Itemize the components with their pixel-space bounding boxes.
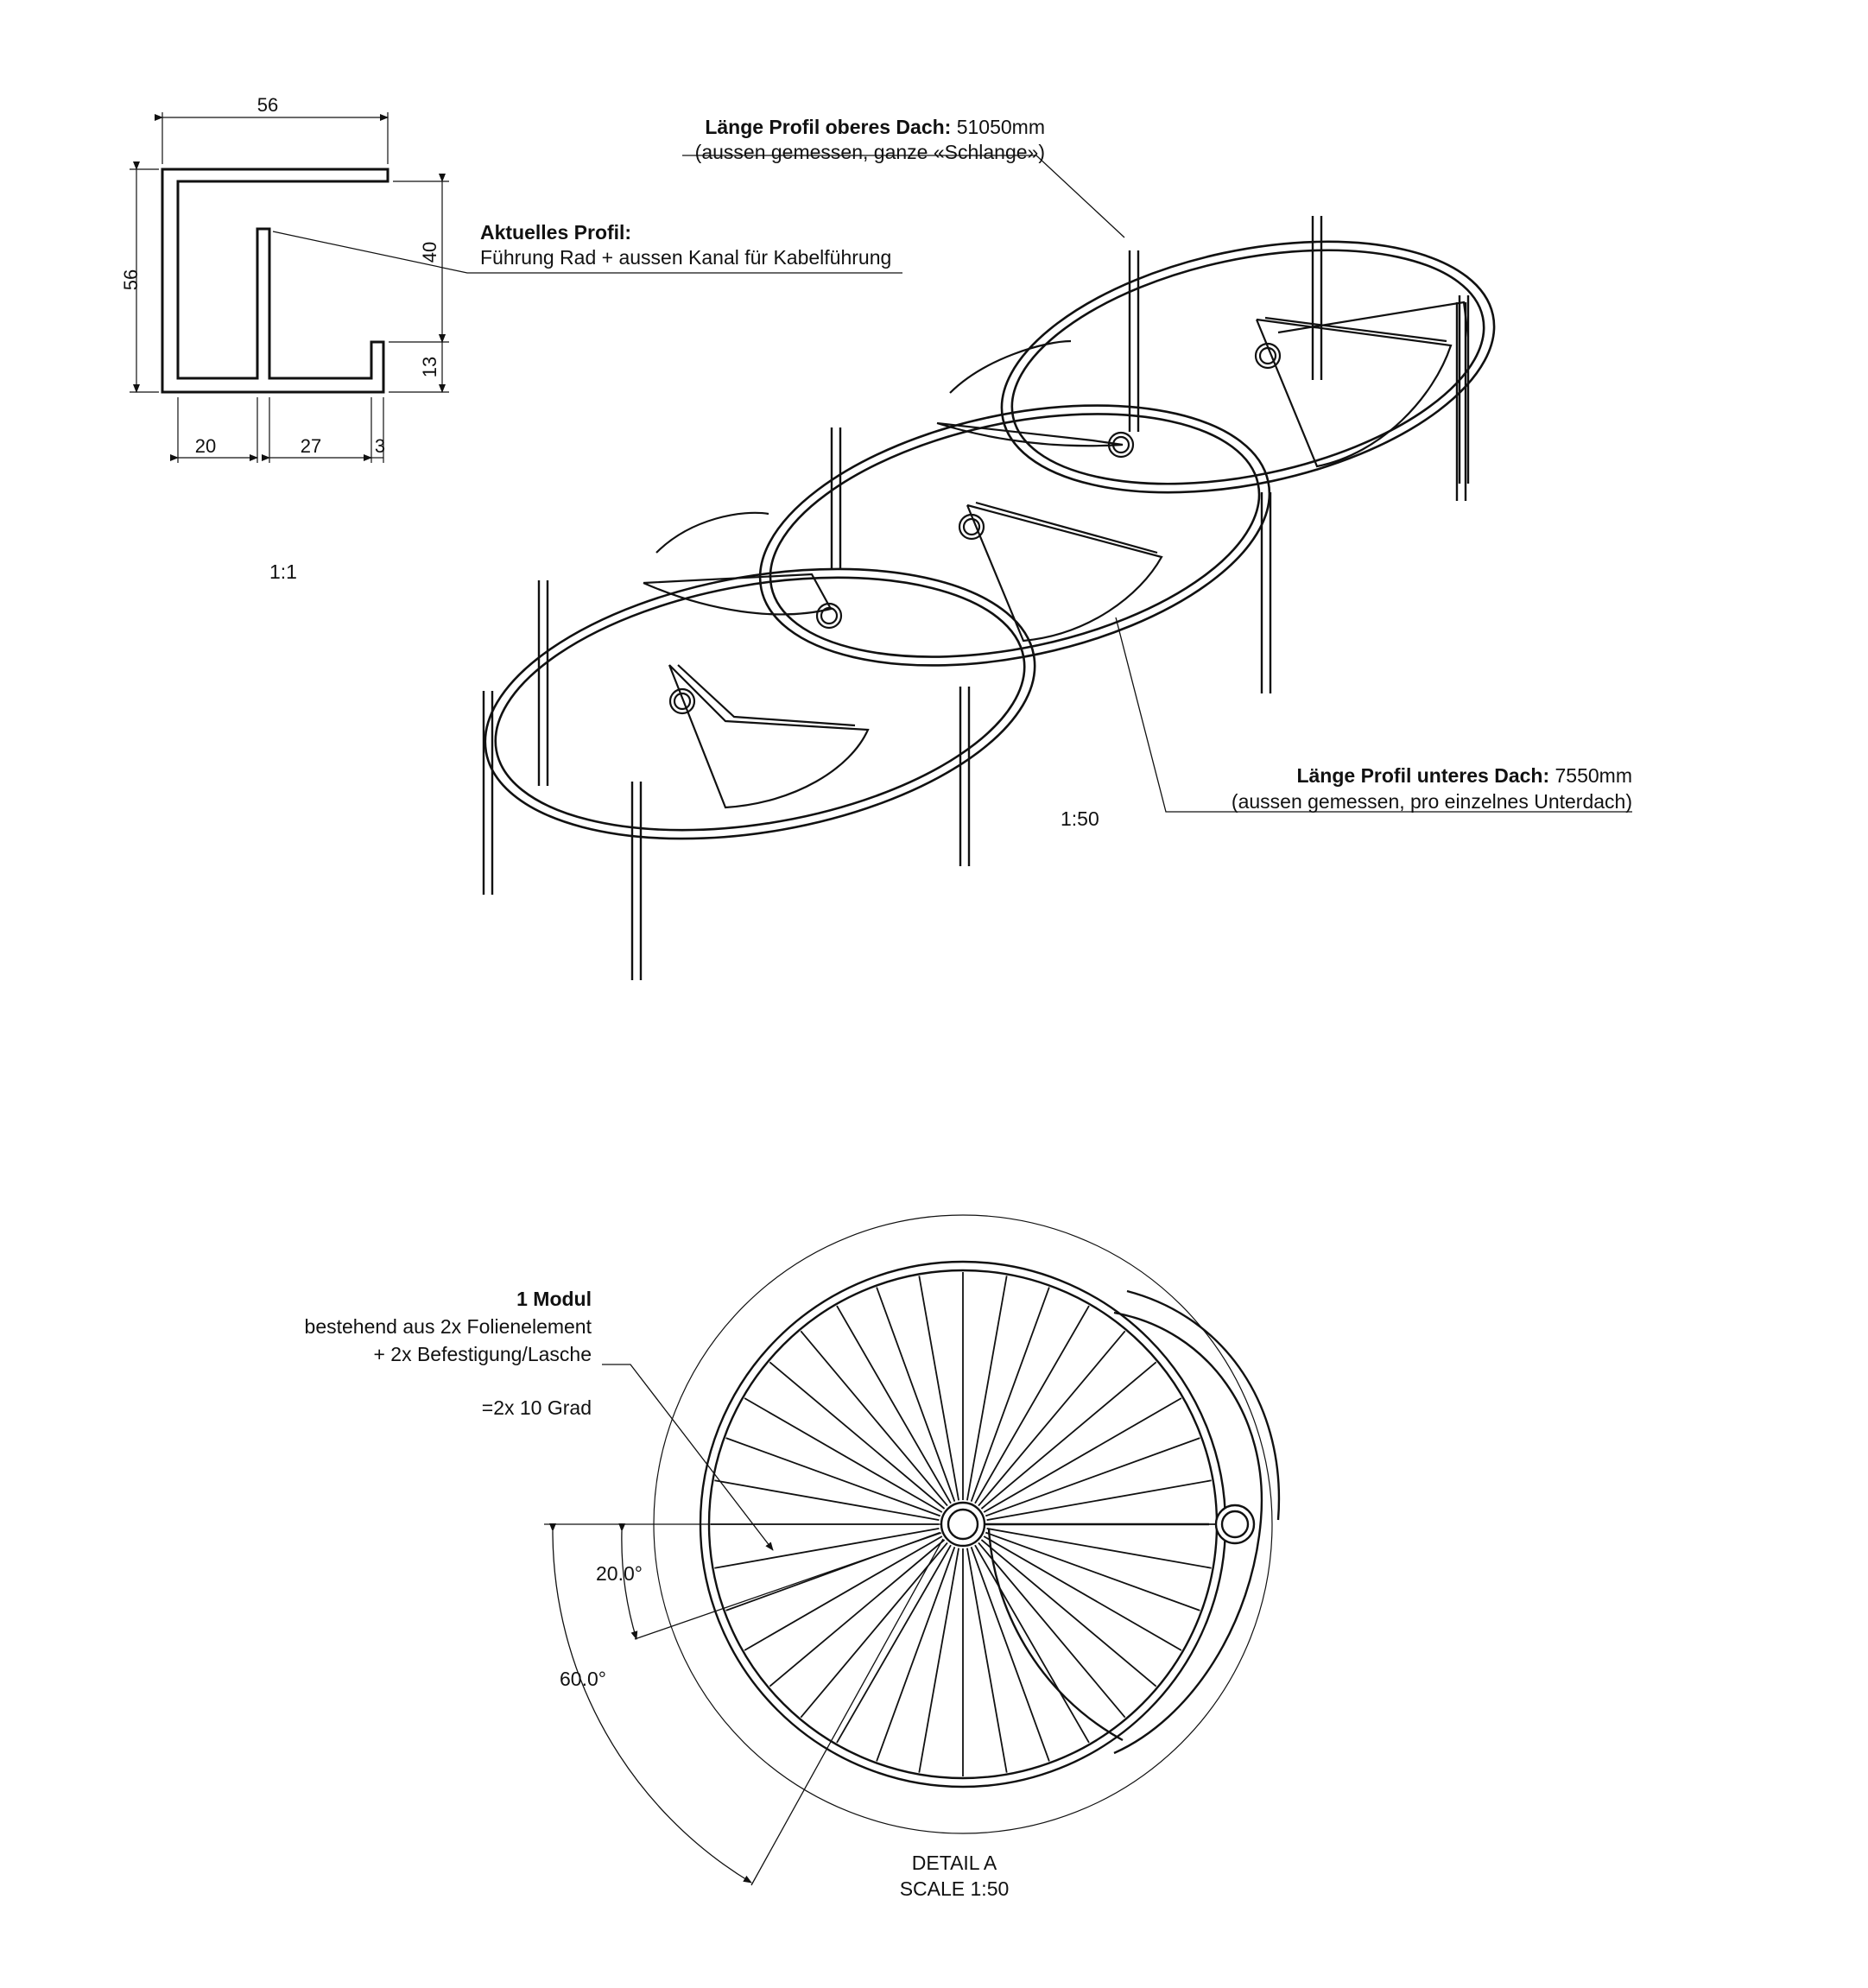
lower-roof-3 — [959, 503, 1162, 641]
lower-roof-label: Länge Profil unteres Dach: — [1296, 764, 1550, 787]
module-line-1: bestehend aus 2x Folienelement — [304, 1315, 592, 1338]
upper-roof-note: (aussen gemessen, ganze «Schlange») — [694, 141, 1045, 163]
lower-roof-length — [1123, 763, 1632, 788]
current-profile-title: Aktuelles Profil: — [480, 221, 632, 244]
lower-roof-note: (aussen gemessen, pro einzelnes Unterdach) — [1231, 790, 1632, 813]
step-edge — [981, 1362, 1156, 1509]
lower-roof-1 — [669, 665, 868, 807]
detail-a-plan — [544, 1215, 1279, 1885]
step-edge — [987, 1480, 1212, 1520]
angle-small-label: 20.0° — [596, 1562, 643, 1585]
lower-roof-value: 7550mm — [1555, 764, 1632, 787]
step-edge — [967, 1548, 1007, 1773]
detail-caption: DETAIL A — [911, 1852, 997, 1874]
detail-scale: SCALE 1:50 — [899, 1877, 1010, 1900]
profile-outline — [162, 169, 388, 392]
dim-height-lip: 13 — [419, 356, 440, 378]
step-edge — [967, 1276, 1007, 1500]
upper-roof-ring-2 — [736, 364, 1293, 708]
profile-section — [162, 169, 388, 392]
dim-width-top: 56 — [256, 94, 279, 116]
angle-large-label: 60.0° — [560, 1668, 606, 1690]
step-edge — [801, 1331, 947, 1505]
dim-bottom-left: 20 — [194, 435, 217, 457]
step-edge — [987, 1529, 1212, 1568]
isometric-roof-structure — [464, 155, 1632, 980]
current-profile-text: Führung Rad + aussen Kanal für Kabelführung — [480, 246, 892, 269]
upper-roof-value: 51050mm — [956, 116, 1045, 138]
step-edge — [769, 1362, 944, 1509]
step-edge — [978, 1542, 1125, 1717]
step-edge — [714, 1529, 939, 1568]
module-title: 1 Modul — [516, 1288, 592, 1310]
dim-bottom-mid: 27 — [300, 435, 322, 457]
dim-height-inner: 40 — [419, 241, 440, 263]
module-degrees: =2x 10 Grad — [481, 1396, 592, 1419]
step-edge — [714, 1480, 939, 1520]
step-edge — [919, 1548, 959, 1773]
iso-scale: 1:50 — [1061, 807, 1099, 830]
upper-roof-length — [596, 115, 1045, 140]
upper-roof-ring-3 — [978, 201, 1517, 534]
lower-roof-4 — [937, 341, 1133, 457]
step-edge — [919, 1276, 959, 1500]
module-line-2: + 2x Befestigung/Lasche — [373, 1343, 592, 1365]
step-edge — [801, 1542, 947, 1717]
angle-dimensions — [544, 1364, 943, 1885]
dim-height-total: 56 — [120, 269, 142, 291]
lower-roof-5 — [1256, 302, 1468, 466]
support-legs — [484, 216, 1468, 980]
step-edge — [978, 1331, 1125, 1505]
profile-scale: 1:1 — [269, 560, 297, 583]
dim-bottom-right: 3 — [374, 435, 386, 457]
upper-roof-label: Länge Profil oberes Dach: — [705, 116, 952, 138]
